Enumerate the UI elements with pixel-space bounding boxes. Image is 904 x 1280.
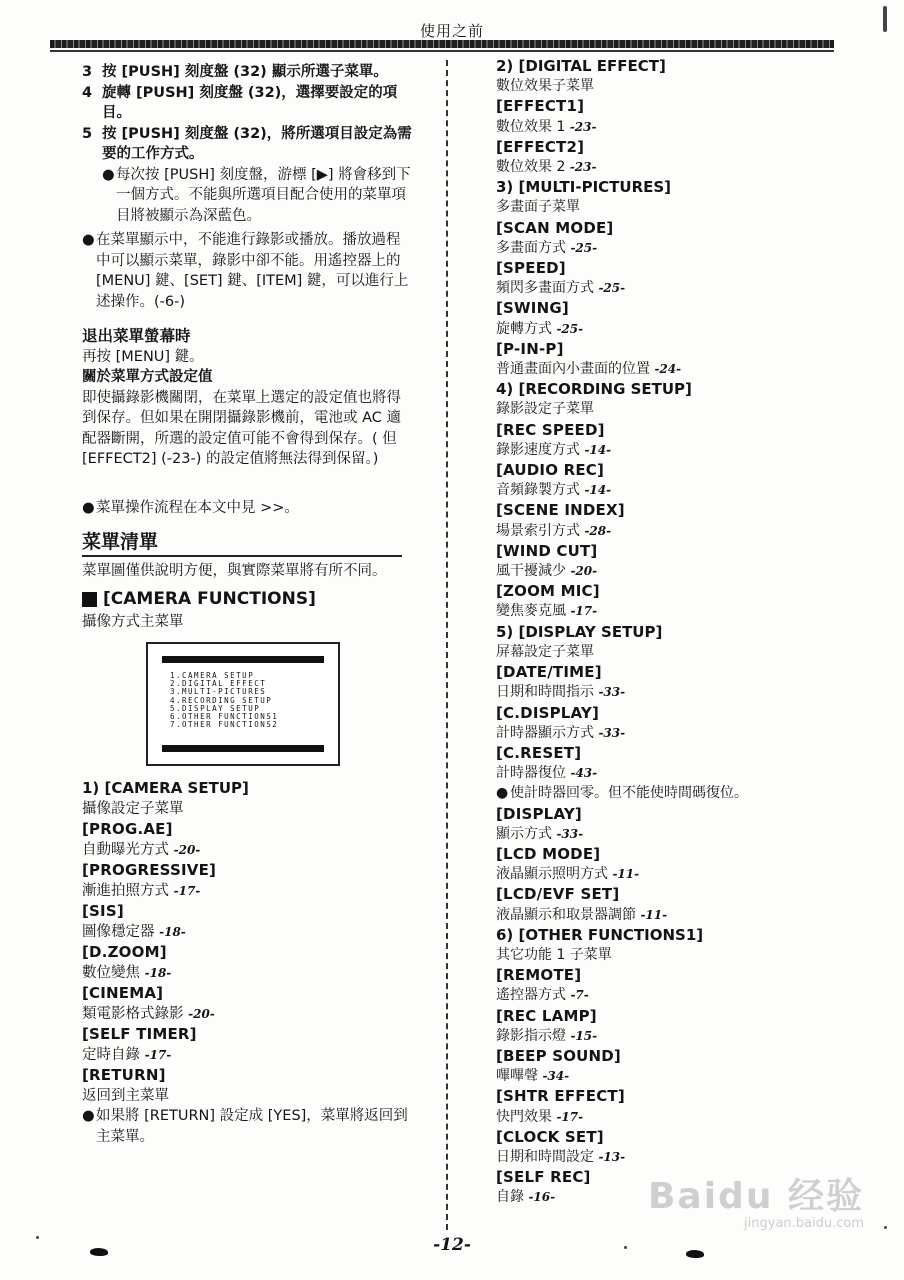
menu-entry-key: [LCD/EVF SET] — [496, 885, 620, 904]
menu-entry-desc — [82, 1004, 412, 1025]
menu-entry-desc — [496, 905, 826, 925]
menu-entry-key: [CLOCK SET] — [496, 1127, 604, 1146]
bullet-icon: ● — [82, 1108, 95, 1124]
menu-entry-desc — [496, 824, 826, 844]
menu-entry-desc-text: 變焦麥克風 — [496, 603, 566, 620]
menu-entry-desc — [496, 117, 826, 137]
page-reference: -33- — [598, 725, 626, 740]
digital-effect-items — [496, 96, 826, 177]
page-reference: -7- — [570, 988, 589, 1003]
menu-entry-desc — [496, 521, 826, 541]
return-bullet: ● 如果將 [RETURN] 設定成 [YES]，菜單將返回到主菜單。 — [82, 1106, 412, 1147]
step-item — [82, 124, 412, 165]
page-reference: -20- — [188, 1006, 215, 1021]
menu-entry-desc-text: 場景索引方式 — [496, 522, 580, 539]
page-reference: -11- — [612, 867, 640, 882]
ink-dot — [624, 1246, 627, 1249]
column-divider — [446, 60, 448, 1230]
menu-entry-desc — [496, 723, 826, 743]
menu-entry-desc-text: 旋轉方式 — [496, 320, 552, 337]
menu-entry-key: [C.RESET] — [496, 743, 582, 762]
page-reference: -20- — [173, 842, 201, 857]
menu-entry-desc-text: 日期和時間設定 — [496, 1148, 594, 1165]
step-item — [82, 62, 412, 83]
menu-note-bullet: ● 在菜單顯示中，不能進行錄影或播放。播放過程中可以顯示菜單，錄影中卻不能。用遙控器上的 [MENU] 鍵、[SET] 鍵、[ITEM] 鍵，可以進行上述操作。(-6-) — [82, 230, 412, 312]
menu-entry-key: [REMOTE] — [496, 966, 582, 985]
menu-entry-desc-text: 液晶顯示和取景器調節 — [496, 906, 636, 923]
menu-entry-desc-text: 數位效果 1 — [496, 118, 566, 135]
menu-entry-key: [LCD MODE] — [496, 844, 601, 863]
camera-setup-items — [82, 819, 412, 1106]
right-column — [496, 57, 826, 1208]
menu-entry-desc-text: 錄影指示燈 — [496, 1027, 566, 1044]
menu-list-desc: 菜單圖僅供說明方便，與實際菜單將有所不同。 — [82, 562, 387, 579]
menu-entry-desc — [496, 278, 826, 298]
menu-screen-item: 2.DIGITAL EFFECT — [170, 679, 267, 689]
ink-speck — [90, 1248, 108, 1256]
menu-entry-desc — [82, 840, 412, 861]
menu-entry-key: [AUDIO REC] — [496, 461, 605, 480]
menu-entry-key: [DISPLAY] — [496, 804, 582, 823]
step-number: 3 — [82, 64, 93, 80]
page-reference: -17- — [556, 1109, 584, 1124]
menu-entry-desc-text: 風干擾減少 — [496, 563, 566, 580]
page-reference: -33- — [556, 826, 584, 841]
other-functions1-sub: 其它功能 1 子菜單 — [496, 946, 612, 963]
menu-entry-desc-text: 漸進拍照方式 — [82, 882, 169, 899]
menu-entry-desc — [496, 682, 826, 702]
menu-entry-desc — [496, 238, 826, 258]
step-text: 按 [PUSH] 刻度盤 (32)，將所選項目設定為需要的工作方式。 — [102, 125, 412, 162]
menu-entry-desc-text: 日期和時間指示 — [496, 684, 594, 701]
page-reference: -17- — [144, 1047, 172, 1062]
menu-entry-key: [CINEMA] — [82, 984, 164, 1002]
menu-entry-key: [RETURN] — [82, 1066, 166, 1084]
menu-entry-key: [PROGRESSIVE] — [82, 861, 217, 879]
menu-entry-desc-text: 頻閃多畫面方式 — [496, 280, 594, 297]
header-rule-thin — [50, 50, 834, 52]
bullet-icon: ● — [82, 499, 95, 516]
steps-list — [82, 62, 412, 165]
black-square-icon — [82, 592, 97, 607]
page-reference: -23- — [569, 160, 597, 175]
page-reference: -34- — [542, 1069, 570, 1084]
menu-entry-key: [PROG.AE] — [82, 820, 173, 838]
menu-entry-desc-text: 計時器顯示方式 — [496, 724, 594, 741]
menu-entry-desc-text: 錄影速度方式 — [496, 441, 580, 458]
menu-entry-key: [C.DISPLAY] — [496, 703, 600, 722]
menu-entry-key: [SCAN MODE] — [496, 218, 614, 237]
step5-bullet: ● 每次按 [PUSH] 刻度盤，游標 [▶] 將會移到下一個方式。不能與所選項目配合使用的菜單項目將被顯示為深藍色。 — [102, 165, 412, 227]
menu-entry-key: [SWING] — [496, 299, 569, 318]
menu-entry-desc-text: 嗶嗶聲 — [496, 1068, 538, 1085]
page-reference: -28- — [584, 523, 612, 538]
menu-entry-desc — [82, 881, 412, 902]
step-item — [82, 83, 412, 124]
exit-menu-text: 再按 [MENU] 鍵。 — [82, 348, 204, 365]
left-column — [82, 62, 412, 1147]
bullet-icon: ● — [82, 232, 95, 248]
page-reference: -18- — [144, 965, 172, 980]
page-reference: -17- — [173, 883, 201, 898]
menu-entry-desc-text: 遙控器方式 — [496, 987, 566, 1004]
menu-entry-desc — [496, 601, 826, 621]
menu-screen-list — [170, 672, 278, 729]
menu-screen-item: 1.CAMERA SETUP — [170, 671, 255, 680]
menu-list-title: 菜單清單 — [82, 532, 402, 557]
menu-entry-key: [REC LAMP] — [496, 1006, 597, 1025]
recording-setup-title: 4) [RECORDING SETUP] — [496, 380, 692, 399]
page-reference: -15- — [570, 1028, 598, 1043]
category-title: [CAMERA FUNCTIONS] — [82, 589, 412, 610]
page-reference: -16- — [528, 1190, 556, 1205]
bullet-icon: ● — [496, 785, 509, 802]
page-reference: -43- — [570, 766, 598, 781]
menu-entry-desc-text: 自動曝光方式 — [82, 841, 169, 858]
menu-entry-desc-text: 計時器復位 — [496, 765, 566, 782]
menu-entry-key: [SHTR EFFECT] — [496, 1087, 625, 1106]
menu-entry-desc — [496, 1066, 826, 1086]
multi-pictures-title: 3) [MULTI-PICTURES] — [496, 178, 672, 197]
menu-entry-desc-text: 普通畫面內小畫面的位置 — [496, 361, 650, 378]
menu-entry-desc — [496, 157, 826, 177]
about-settings-title: 關於菜單方式設定值 — [82, 369, 213, 385]
menu-entry-key: [SIS] — [82, 902, 124, 920]
page-reference: -25- — [556, 321, 584, 336]
menu-screen-top-bar — [162, 656, 324, 663]
header-title: 使用之前 — [419, 22, 484, 40]
menu-entry-desc-text: 多畫面方式 — [496, 239, 566, 256]
menu-entry-desc — [82, 1086, 412, 1107]
menu-entry-desc-text: 自錄 — [496, 1189, 524, 1206]
menu-entry-desc-text: 數位變焦 — [82, 964, 140, 981]
menu-entry-desc-text: 顯示方式 — [496, 825, 552, 842]
display-setup-sub: 屏幕設定子菜單 — [496, 643, 594, 660]
menu-entry-desc — [496, 985, 826, 1005]
recording-setup-items — [496, 420, 826, 622]
menu-entry-desc — [496, 864, 826, 884]
menu-entry-key: [SELF TIMER] — [82, 1025, 197, 1043]
recording-setup-sub: 錄影設定子菜單 — [496, 401, 594, 418]
ink-dot — [36, 1236, 39, 1239]
page-reference: -14- — [584, 442, 612, 457]
menu-entry-desc — [82, 1045, 412, 1066]
baidu-watermark-logo: Baidu 经验 — [647, 1176, 864, 1217]
display-setup-title: 5) [DISPLAY SETUP] — [496, 622, 663, 641]
baidu-watermark-url: jingyan.baidu.com — [744, 1216, 864, 1231]
page-number: -12- — [433, 1235, 471, 1255]
page-reference: -11- — [640, 907, 668, 922]
menu-entry-key: [DATE/TIME] — [496, 663, 602, 682]
page-reference: -24- — [654, 362, 682, 377]
menu-entry-key: [SCENE INDEX] — [496, 501, 625, 520]
menu-entry-key: [WIND CUT] — [496, 541, 598, 560]
step-text: 按 [PUSH] 刻度盤 (32) 顯示所選子菜單。 — [102, 64, 388, 80]
menu-entry-key: [EFFECT1] — [496, 97, 585, 116]
menu-entry-desc — [496, 561, 826, 581]
page-reference: -33- — [598, 685, 626, 700]
ink-speck — [686, 1250, 704, 1258]
bullet-icon: ● — [102, 166, 115, 183]
page-reference: -18- — [159, 924, 186, 939]
header-rule — [50, 40, 834, 48]
ink-mark — [883, 6, 887, 32]
camera-setup-sub: 攝像設定子菜單 — [82, 800, 184, 817]
menu-screen-item: 3.MULTI-PICTURES — [170, 687, 267, 697]
page-reference: -25- — [598, 281, 626, 296]
menu-entry-key: [SELF REC] — [496, 1168, 591, 1187]
menu-entry-key: [EFFECT2] — [496, 137, 585, 156]
multi-pictures-items — [496, 218, 826, 380]
menu-entry-desc-text: 類電影格式錄影 — [82, 1005, 184, 1022]
menu-entry-desc — [82, 922, 412, 943]
menu-entry-key: [D.ZOOM] — [82, 943, 167, 961]
category-subtitle: 攝像方式主菜單 — [82, 613, 184, 630]
menu-screen-illustration — [146, 642, 340, 766]
page-reference: -20- — [570, 564, 598, 579]
other-functions1-title: 6) [OTHER FUNCTIONS1] — [496, 925, 704, 944]
menu-entry-desc — [496, 1107, 826, 1127]
menu-entry-key: [P-IN-P] — [496, 339, 564, 358]
reset-bullet: ● 使計時器回零。但不能使時間碼復位。 — [496, 783, 826, 803]
menu-entry-desc — [496, 1147, 826, 1167]
menu-screen-item: 6.OTHER FUNCTIONS1 — [170, 712, 279, 722]
menu-screen-item: 4.RECORDING SETUP — [170, 695, 273, 705]
multi-pictures-sub: 多畫面子菜單 — [496, 199, 580, 216]
step-number: 4 — [82, 84, 93, 101]
camera-setup-title: 1) [CAMERA SETUP] — [82, 779, 249, 797]
menu-entry-key: [SPEED] — [496, 259, 566, 278]
menu-entry-desc — [496, 763, 826, 783]
page-reference: -13- — [598, 1149, 626, 1164]
exit-menu-title: 退出菜單螢幕時 — [82, 327, 191, 345]
menu-entry-desc-text: 圖像穩定器 — [82, 923, 155, 940]
menu-entry-desc — [496, 480, 826, 500]
menu-entry-desc — [496, 1026, 826, 1046]
menu-entry-key: [BEEP SOUND] — [496, 1046, 621, 1065]
menu-entry-desc — [496, 319, 826, 339]
digital-effect-title: 2) [DIGITAL EFFECT] — [496, 57, 666, 75]
menu-entry-desc — [82, 963, 412, 984]
page-reference: -14- — [584, 483, 612, 498]
menu-entry-desc — [496, 359, 826, 379]
menu-screen-item: 7.OTHER FUNCTIONS2 — [170, 720, 279, 730]
step-number: 5 — [82, 125, 93, 142]
menu-entry-desc-text: 返回到主菜單 — [82, 1087, 169, 1104]
display-setup-items — [496, 662, 826, 783]
menu-entry-desc-text: 液晶顯示照明方式 — [496, 866, 608, 883]
menu-entry-key: [REC SPEED] — [496, 420, 605, 439]
step-text: 旋轉 [PUSH] 刻度盤 (32)，選擇要設定的項目。 — [102, 84, 398, 121]
menu-screen-bottom-bar — [162, 745, 324, 752]
flow-bullet: ● 菜單操作流程在本文中見 >>。 — [82, 498, 412, 519]
menu-entry-desc — [496, 440, 826, 460]
menu-entry-desc-text: 音頻錄製方式 — [496, 482, 580, 499]
menu-entry-desc-text: 數位效果 2 — [496, 159, 566, 176]
digital-effect-sub: 數位效果子菜單 — [496, 78, 594, 95]
menu-entry-desc-text: 定時自錄 — [82, 1046, 140, 1063]
page-reference: -17- — [570, 604, 598, 619]
display-setup-items-2 — [496, 804, 826, 925]
page-reference: -25- — [570, 240, 598, 255]
page-reference: -23- — [569, 119, 597, 134]
menu-entry-desc-text: 快門效果 — [496, 1108, 552, 1125]
menu-entry-key: [ZOOM MIC] — [496, 582, 600, 601]
menu-screen-item: 5.DISPLAY SETUP — [170, 703, 261, 713]
about-settings-text: 即使攝錄影機關閉，在菜單上選定的設定值也將得到保存。但如果在開閉攝錄影機前，電池或 AC 適配器斷開，所選的設定值可能不會得到保存。( 但 [EFFECT2] (-23-) 的設定值將無法得到保留。) — [82, 389, 402, 467]
ink-dot — [884, 1226, 887, 1229]
